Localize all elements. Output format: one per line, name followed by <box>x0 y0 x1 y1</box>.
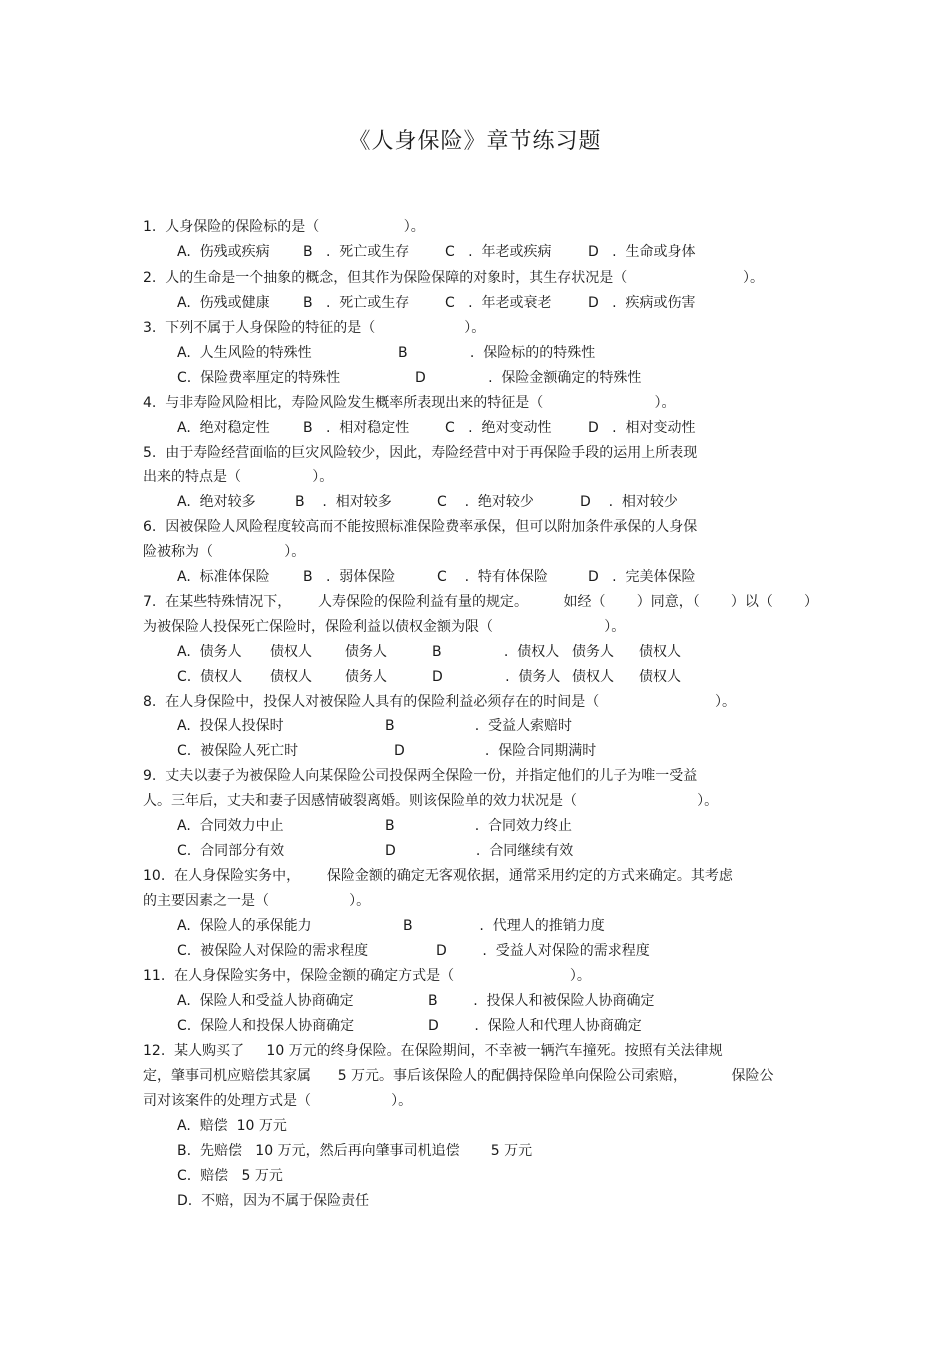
q8-option-a: A. 投保人投保时 <box>177 718 284 734</box>
question-6-stem-line-1: 6. 因被保险人风险程度较高而不能按照标准保险费率承保，但可以附加条件承保的人身保 <box>143 519 698 535</box>
q7-option-d-2: 债权人 <box>572 669 614 685</box>
q6-option-a: A. 标准体保险 <box>177 569 270 585</box>
q10-option-d: D . 受益人对保险的需求程度 <box>436 943 650 959</box>
question-12-stem-line-1: 12. 某人购买了 10 万元的终身保险。在保险期间，不幸被一辆汽车撞死。按照有关法律规 <box>143 1043 723 1059</box>
q5-option-c: C . 绝对较少 <box>437 494 534 510</box>
q3-option-c: C. 保险费率厘定的特殊性 <box>177 370 341 386</box>
q1-option-d: D . 生命或身体 <box>588 244 696 260</box>
question-5-stem-line-2: 出来的特点是（ ）。 <box>143 469 334 485</box>
q2-option-b: B . 死亡或生存 <box>303 295 410 311</box>
q9-option-b: B . 合同效力终止 <box>385 818 573 834</box>
q12-option-b: B. 先赔偿 10 万元，然后再向肇事司机追偿 5 万元 <box>177 1143 533 1159</box>
question-11-stem: 11. 在人身保险实务中，保险金额的确定方式是（ ）。 <box>143 968 591 984</box>
q7-option-d-3: 债权人 <box>639 669 681 685</box>
q7-option-a-1: A. 债务人 <box>177 644 242 660</box>
q11-option-b: B . 投保人和被保险人协商确定 <box>428 993 655 1009</box>
q9-option-c: C. 合同部分有效 <box>177 843 285 859</box>
q2-option-a: A. 伤残或健康 <box>177 295 270 311</box>
q10-option-a: A. 保险人的承保能力 <box>177 918 312 934</box>
question-2-stem: 2. 人的生命是一个抽象的概念，但其作为保险保障的对象时，其生存状况是（ ）。 <box>143 270 764 286</box>
q7-option-c-1: C. 债权人 <box>177 669 243 685</box>
q6-option-b: B . 弱体保险 <box>303 569 396 585</box>
question-7-stem-line-1: 7. 在某些特殊情况下， 人寿保险的保险利益有量的规定。 如经（ ）同意，（ ）以（ ） <box>143 594 819 610</box>
q10-option-c: C. 被保险人对保险的需求程度 <box>177 943 369 959</box>
q1-option-c: C . 年老或疾病 <box>445 244 552 260</box>
question-7-stem-line-2: 为被保险人投保死亡保险时，保险利益以债权金额为限（ ）。 <box>143 619 626 635</box>
q4-option-d: D . 相对变动性 <box>588 420 696 436</box>
q8-option-d: D . 保险合同期满时 <box>394 743 597 759</box>
q1-option-b: B . 死亡或生存 <box>303 244 410 260</box>
question-12-stem-line-2: 定，肇事司机应赔偿其家属 5 万元。事后该保险人的配偶持保险单向保险公司索赔， 保险公 <box>143 1068 774 1084</box>
q7-option-b-2: 债务人 <box>572 644 614 660</box>
question-9-stem-line-2: 人。三年后，丈夫和妻子因感情破裂离婚。则该保险单的效力状况是（ ）。 <box>143 793 719 809</box>
question-9-stem-line-1: 9. 丈夫以妻子为被保险人向某保险公司投保两全保险一份，并指定他们的儿子为唯一受益 <box>143 768 698 784</box>
q6-option-d: D . 完美体保险 <box>588 569 696 585</box>
question-8-stem: 8. 在人身保险中，投保人对被保险人具有的保险利益必须存在的时间是（ ）。 <box>143 694 736 710</box>
q5-option-a: A. 绝对较多 <box>177 494 256 510</box>
q8-option-c: C. 被保险人死亡时 <box>177 743 299 759</box>
q7-option-b-3: 债权人 <box>639 644 681 660</box>
q5-option-b: B . 相对较多 <box>295 494 392 510</box>
q11-option-c: C. 保险人和投保人协商确定 <box>177 1018 355 1034</box>
q2-option-c: C . 年老或衰老 <box>445 295 552 311</box>
q12-option-d: D. 不赔，因为不属于保险责任 <box>177 1193 370 1209</box>
q3-option-d: D . 保险金额确定的特殊性 <box>415 370 642 386</box>
q12-option-a: A. 赔偿 10 万元 <box>177 1118 287 1134</box>
page-title: 《人身保险》章节练习题 <box>348 129 602 154</box>
question-5-stem-line-1: 5. 由于寿险经营面临的巨灾风险较少，因此，寿险经营中对于再保险手段的运用上所表现 <box>143 445 698 461</box>
q2-option-d: D . 疾病或伤害 <box>588 295 696 311</box>
q10-option-b: B . 代理人的推销力度 <box>403 918 605 934</box>
q7-option-c-2: 债权人 <box>270 669 312 685</box>
q11-option-a: A. 保险人和受益人协商确定 <box>177 993 354 1009</box>
question-6-stem-line-2: 险被称为（ ）。 <box>143 544 306 560</box>
question-4-stem: 4. 与非寿险风险相比，寿险风险发生概率所表现出来的特征是（ ）。 <box>143 395 676 411</box>
q6-option-c: C . 特有体保险 <box>437 569 548 585</box>
q4-option-c: C . 绝对变动性 <box>445 420 552 436</box>
q1-option-a: A. 伤残或疾病 <box>177 244 270 260</box>
q9-option-a: A. 合同效力中止 <box>177 818 284 834</box>
question-1-stem: 1. 人身保险的保险标的是（ ）。 <box>143 219 425 235</box>
q7-option-d-1: D . 债务人 <box>432 669 561 685</box>
q5-option-d: D . 相对较少 <box>580 494 678 510</box>
q3-option-a: A. 人生风险的特殊性 <box>177 345 312 361</box>
q7-option-a-2: 债权人 <box>270 644 312 660</box>
q9-option-d: D . 合同继续有效 <box>385 843 574 859</box>
q3-option-b: B . 保险标的的特殊性 <box>398 345 596 361</box>
q8-option-b: B . 受益人索赔时 <box>385 718 573 734</box>
q12-option-c: C. 赔偿 5 万元 <box>177 1168 283 1184</box>
q4-option-b: B . 相对稳定性 <box>303 420 410 436</box>
question-10-stem-line-2: 的主要因素之一是（ ）。 <box>143 893 371 909</box>
question-12-stem-line-3: 司对该案件的处理方式是（ ）。 <box>143 1093 413 1109</box>
q7-option-c-3: 债务人 <box>345 669 387 685</box>
q7-option-b-1: B . 债权人 <box>432 644 560 660</box>
q4-option-a: A. 绝对稳定性 <box>177 420 270 436</box>
q7-option-a-3: 债务人 <box>345 644 387 660</box>
question-10-stem-line-1: 10. 在人身保险实务中， 保险金额的确定无客观依据，通常采用约定的方式来确定。其考虑 <box>143 868 733 884</box>
q11-option-d: D . 保险人和代理人协商确定 <box>428 1018 642 1034</box>
question-3-stem: 3. 下列不属于人身保险的特征的是（ ）。 <box>143 320 486 336</box>
